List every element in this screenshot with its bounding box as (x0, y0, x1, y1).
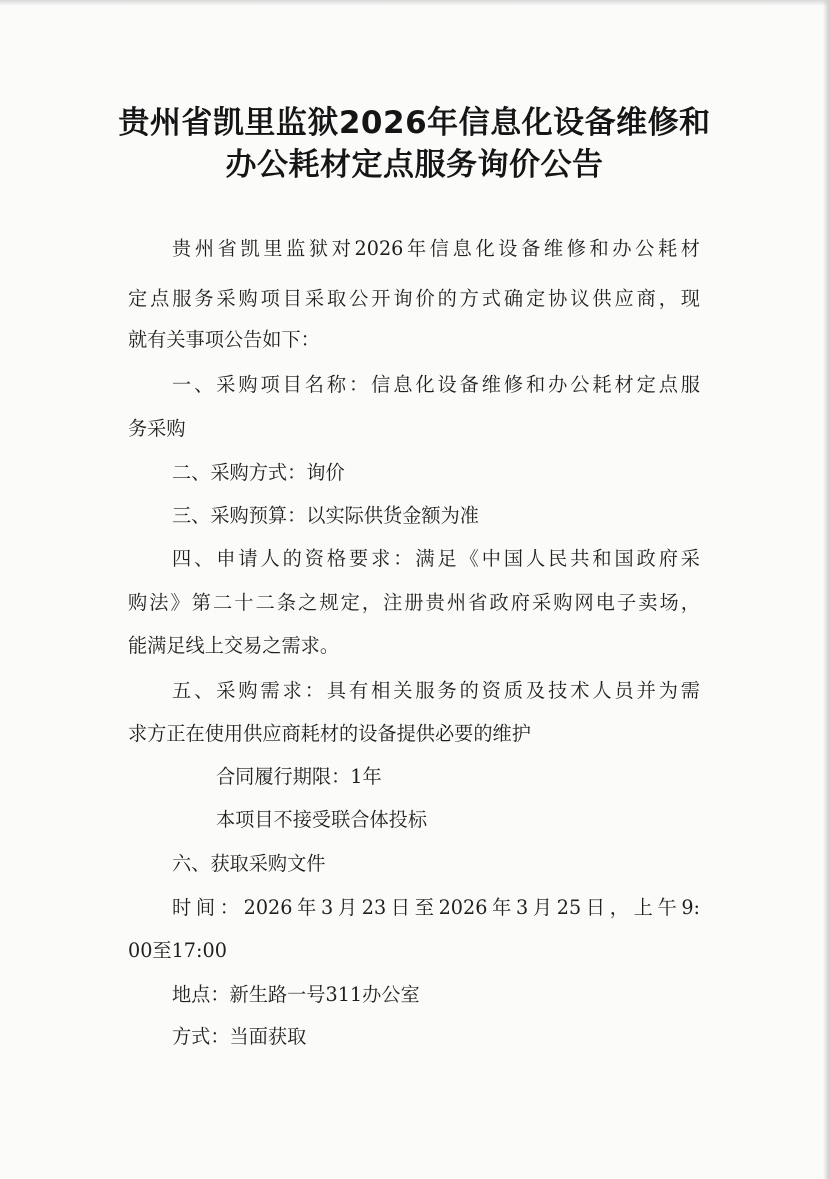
contract-term: 合同履行期限：1年 (216, 765, 382, 788)
item-6: 六、获取采购文件 (172, 852, 326, 875)
document-title-line-1: 贵州省凯里监狱2026年信息化设备维修和 (118, 105, 711, 141)
intro-line-3: 就有关事项公告如下： (128, 328, 320, 351)
item-1-line-2: 务采购 (128, 417, 186, 440)
method: 方式：当面获取 (172, 1025, 307, 1048)
time-line-1: 时间：2026年3月23日至2026年3月25日，上午9: (172, 896, 700, 919)
time-line-2: 00至17:00 (128, 939, 227, 962)
item-2: 二、采购方式：询价 (172, 461, 345, 484)
item-3: 三、采购预算：以实际供货金额为准 (172, 504, 479, 527)
intro-line-2: 定点服务采购项目采取公开询价的方式确定协议供应商，现 (128, 287, 700, 310)
scan-edge-top (0, 0, 829, 6)
item-4-line-3: 能满足线上交易之需求。 (128, 634, 340, 657)
item-4-line-2: 购法》第二十二条之规定，注册贵州省政府采购网电子卖场， (128, 591, 700, 614)
item-5-line-2: 求方正在使用供应商耗材的设备提供必要的维护 (128, 722, 531, 745)
location: 地点：新生路一号311办公室 (172, 983, 420, 1006)
item-1-line-1: 一、采购项目名称：信息化设备维修和办公耗材定点服 (172, 373, 700, 396)
intro-line-1: 贵州省凯里监狱对2026年信息化设备维修和办公耗材 (172, 237, 700, 260)
document-title-line-2: 办公耗材定点服务询价公告 (225, 147, 604, 183)
item-4-line-1: 四、申请人的资格要求：满足《中国人民共和国政府采 (172, 547, 700, 570)
item-5-line-1: 五、采购需求：具有相关服务的资质及技术人员并为需 (172, 679, 700, 702)
no-consortium-note: 本项目不接受联合体投标 (216, 808, 428, 831)
